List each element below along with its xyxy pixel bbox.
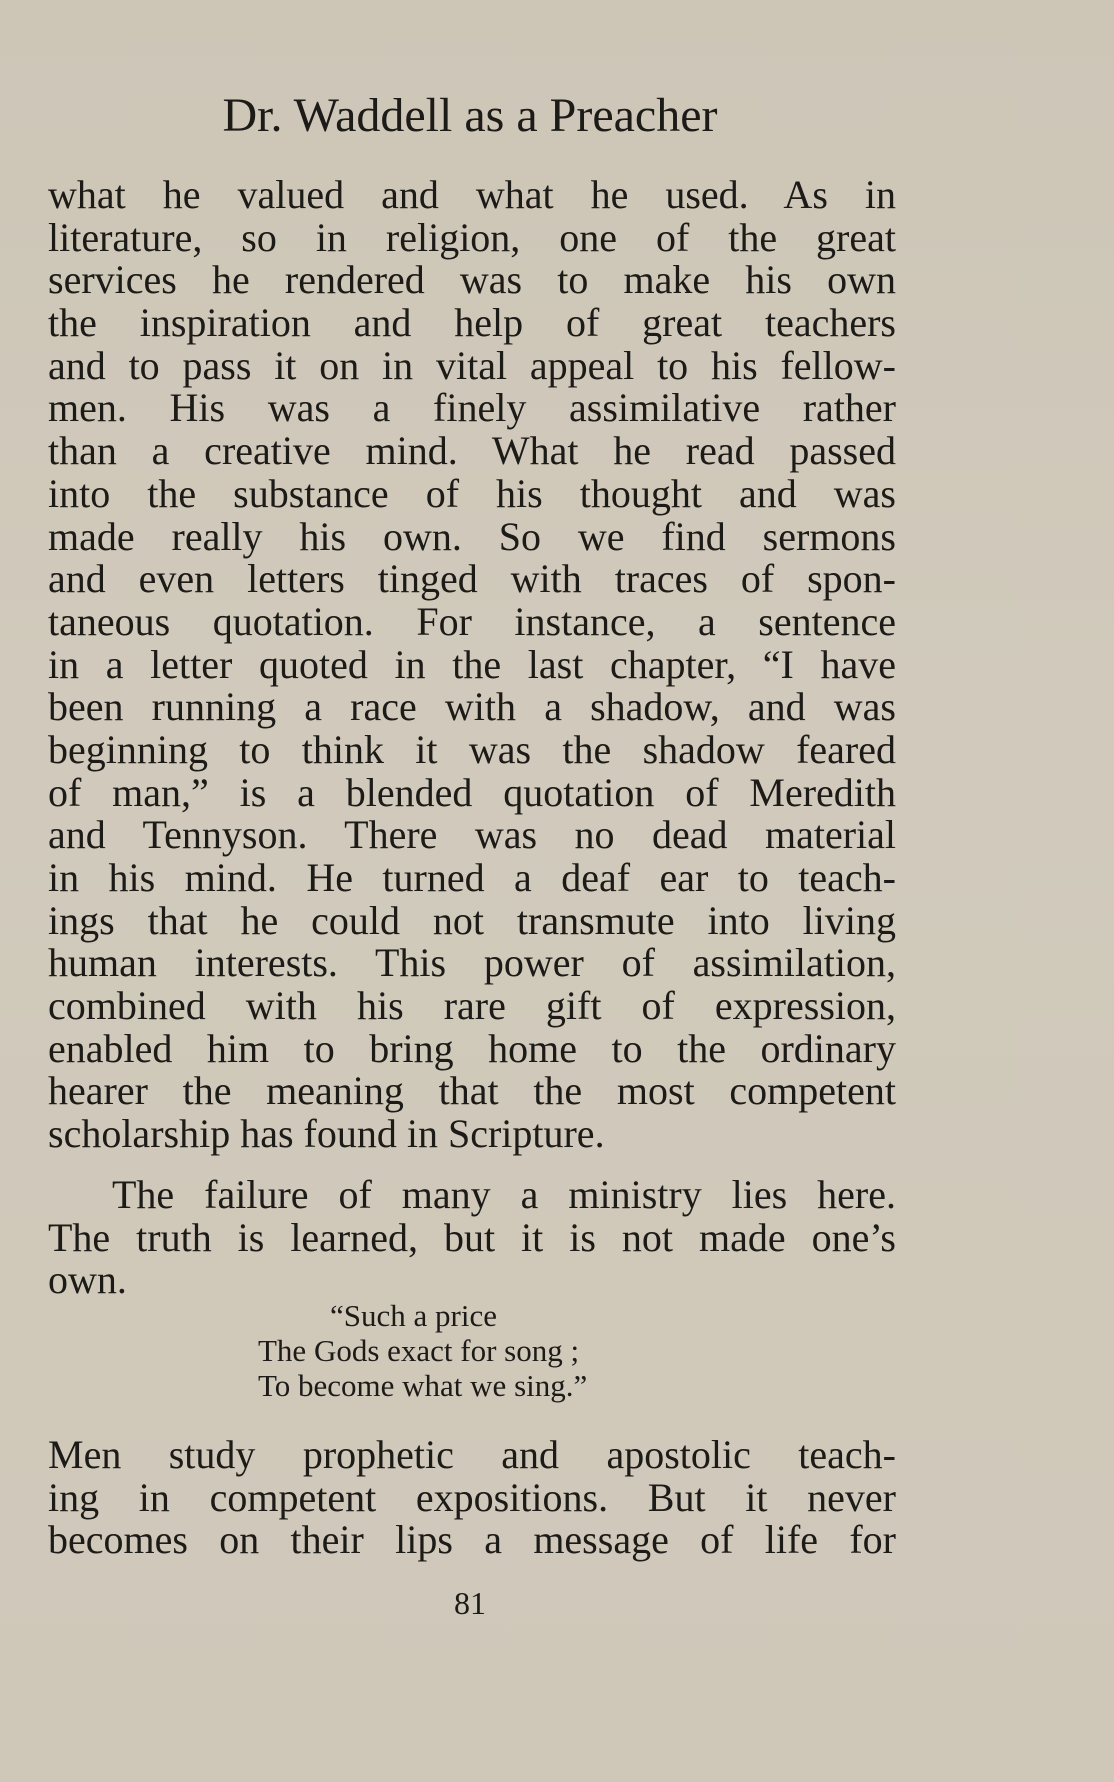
text-line: services he rendered was to make his own <box>48 257 896 303</box>
text-line: and Tennyson. There was no dead material <box>48 812 896 858</box>
text-line: becomes on their lips a message of life for <box>48 1517 896 1563</box>
text-line: human interests. This power of assimilation, <box>48 940 896 986</box>
text-line: combined with his rare gift of expression, <box>48 983 896 1029</box>
text-line: the inspiration and help of great teachers <box>48 300 896 346</box>
text-line: ings that he could not transmute into living <box>48 897 896 943</box>
text-line: taneous quotation. For instance, a sentence <box>48 598 896 644</box>
verse-line: The Gods exact for song ; <box>258 1333 580 1368</box>
text-line: and even letters tinged with traces of spon- <box>48 556 896 602</box>
paragraph-1 <box>48 174 896 1156</box>
verse-quotation <box>258 1298 587 1403</box>
text-line: of man,” is a blended quotation of Meredith <box>48 769 896 815</box>
text-line: men. His was a finely assimilative rather <box>48 385 896 431</box>
text-line: and to pass it on in vital appeal to his fellow- <box>48 342 896 388</box>
text-line: ing in competent expositions. But it never <box>48 1474 896 1520</box>
text-line: Men study prophetic and apostolic teach- <box>48 1432 896 1477</box>
text-line: in his mind. He turned a deaf ear to teach- <box>48 855 896 900</box>
text-line: scholarship has found in Scripture. <box>48 1111 605 1157</box>
text-line: into the substance of his thought and was <box>48 470 896 516</box>
text-line: than a creative mind. What he read passed <box>48 428 896 474</box>
text-line: in a letter quoted in the last chapter, “I have <box>48 641 896 687</box>
text-line: made really his own. So we find sermons <box>48 513 896 559</box>
page-number: 81 <box>454 1585 486 1621</box>
text-line: what he valued and what he used. As in <box>48 172 896 217</box>
running-head: Dr. Waddell as a Preacher <box>222 89 718 142</box>
paragraph-2 <box>48 1174 896 1302</box>
verse-line: To become what we sing.” <box>258 1368 588 1403</box>
verse-line: “Such a price <box>330 1298 497 1333</box>
text-line: own. <box>48 1257 127 1303</box>
text-line: enabled him to bring home to the ordinary <box>48 1025 896 1071</box>
text-line: been running a race with a shadow, and was <box>48 684 896 730</box>
text-line: hearer the meaning that the most competent <box>48 1068 896 1114</box>
text-line: The truth is learned, but it is not made one’s <box>48 1214 896 1260</box>
text-line: beginning to think it was the shadow feared <box>48 726 896 772</box>
text-line: literature, so in religion, one of the great <box>48 214 896 260</box>
text-line: The failure of many a ministry lies here. <box>112 1172 896 1217</box>
paragraph-3 <box>48 1434 896 1562</box>
